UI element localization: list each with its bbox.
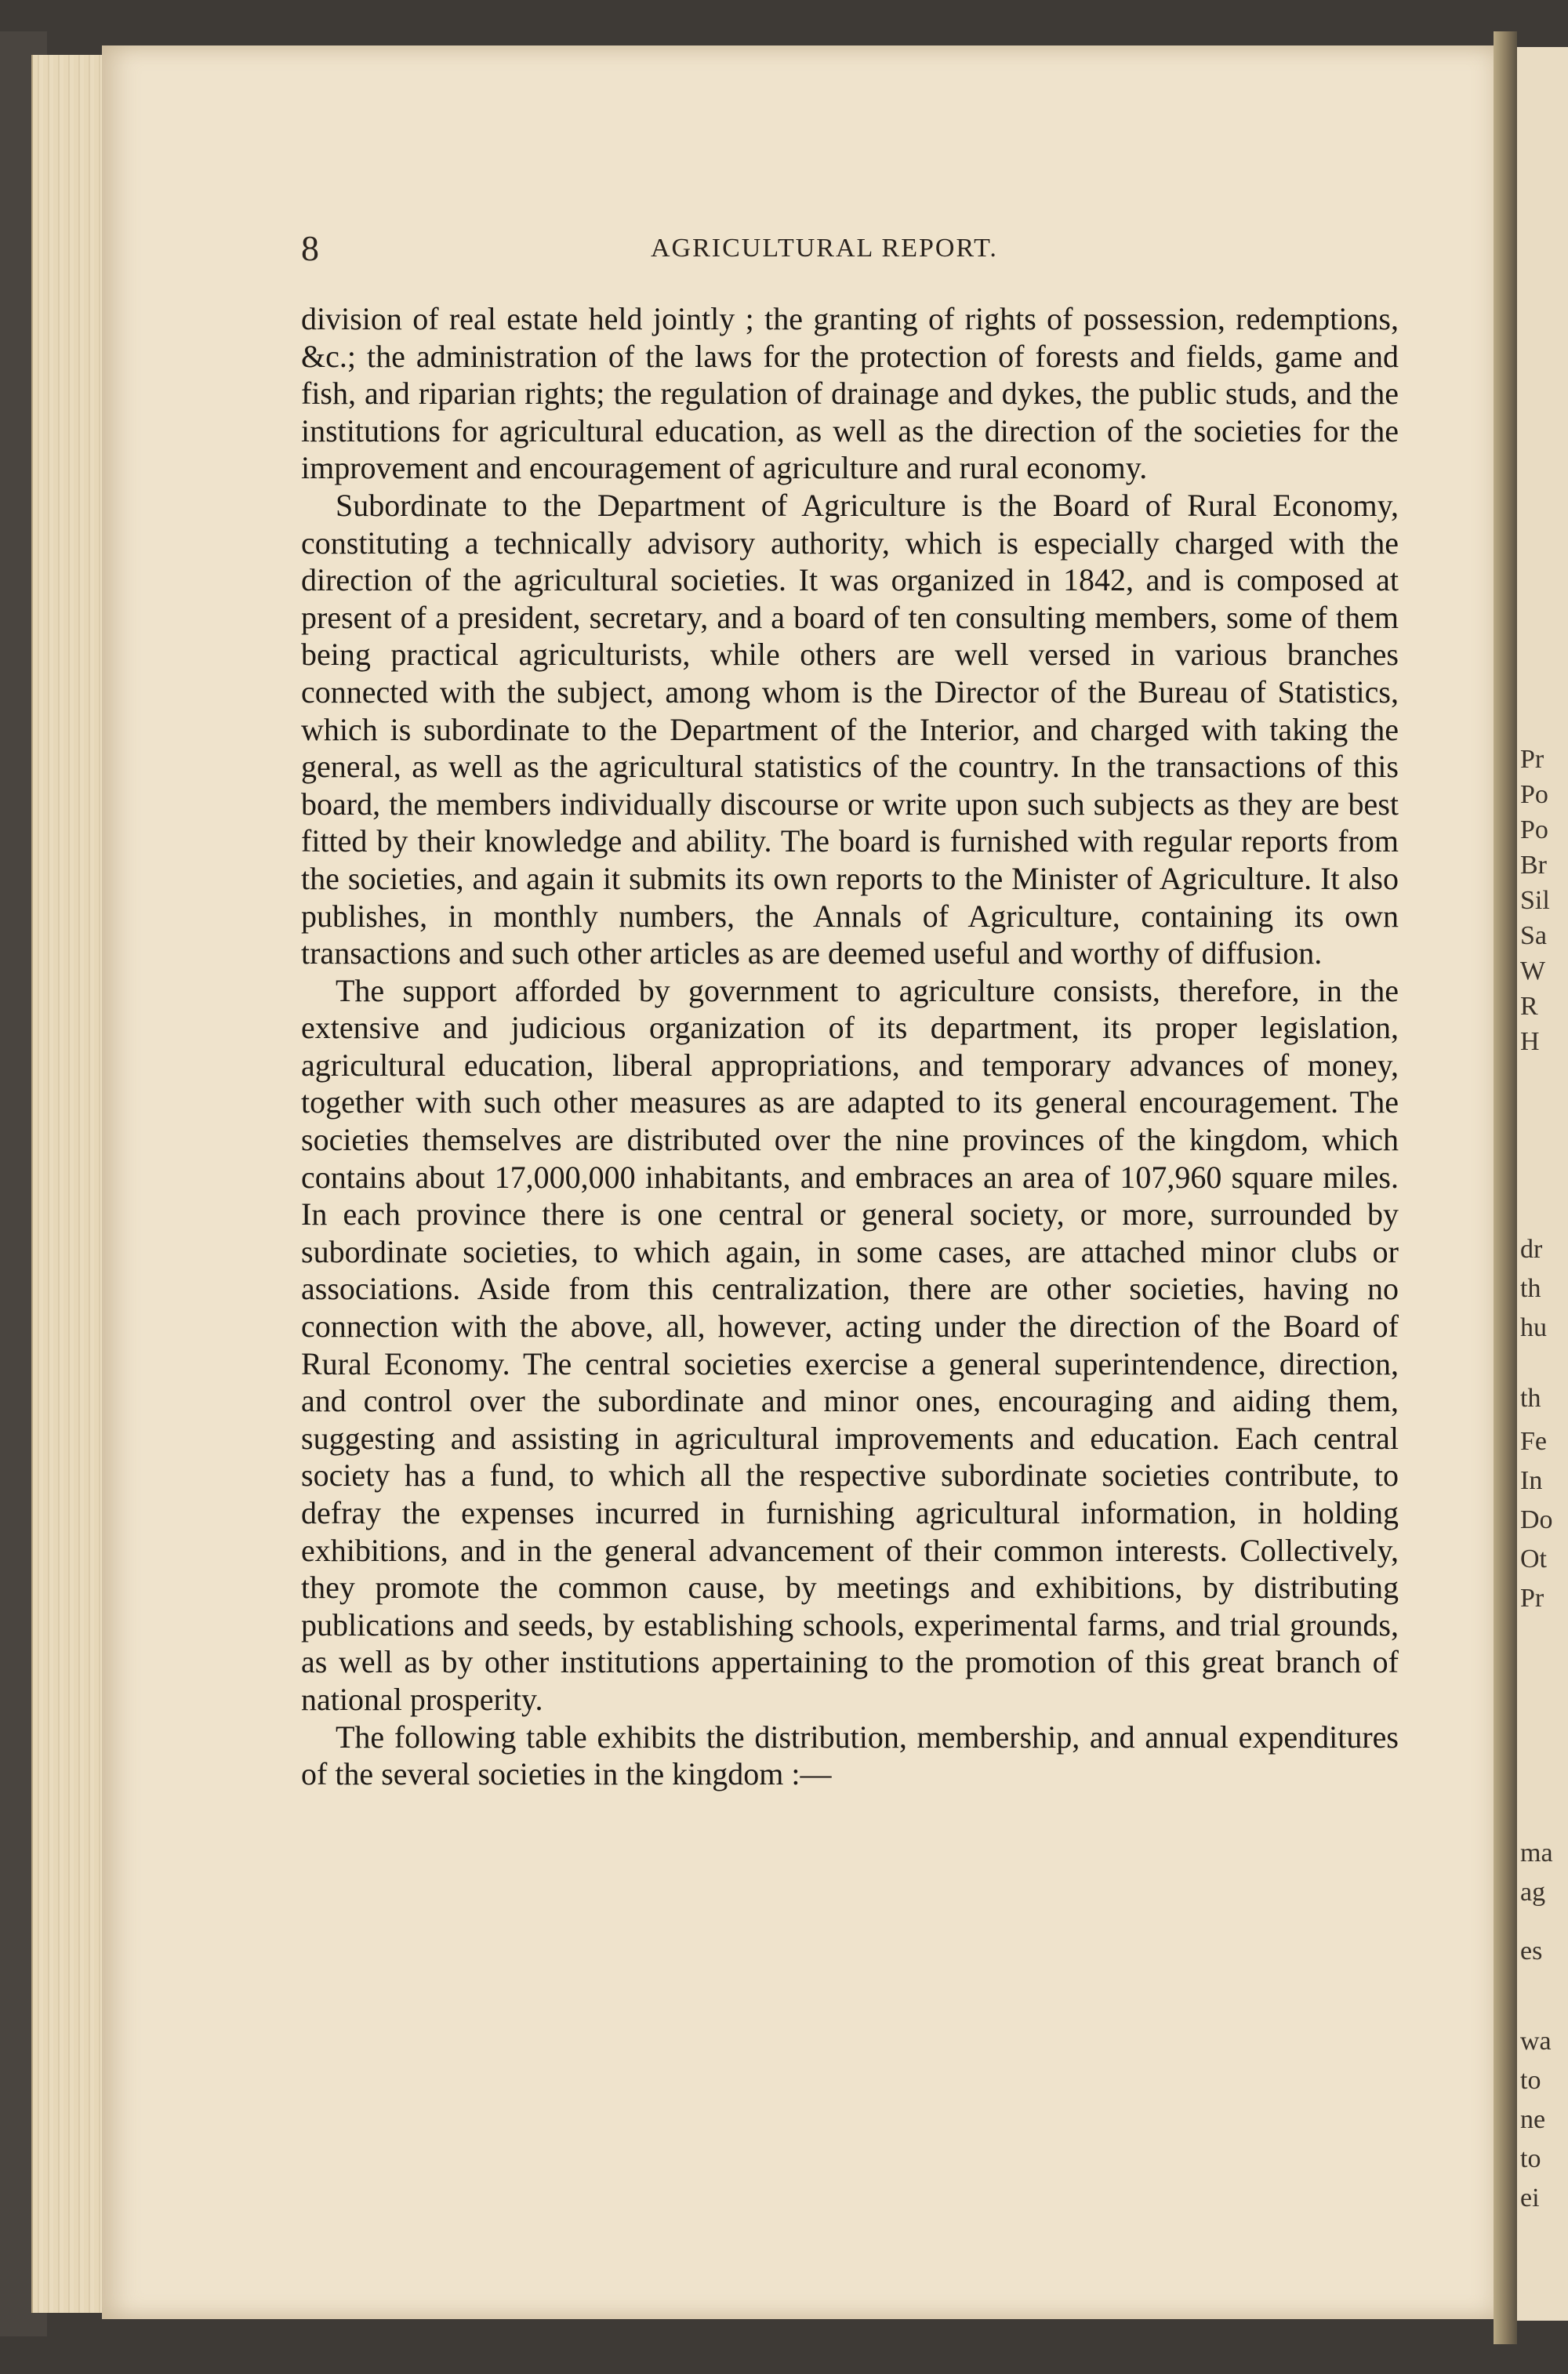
page-number: 8 bbox=[301, 228, 319, 268]
paragraph-1: division of real estate held jointly ; the granting of rights of possession, redemptions, &c.; the administration of the laws for the protection of forests and fields, game and fish, and riparian rights; the regulation of drainage and dykes, the public studs, and the institutions for agricultural education, as well as the direction of the societies for the improvement and encouragement of agriculture and rural economy. bbox=[301, 301, 1399, 486]
next-page-fragment: ei bbox=[1520, 2183, 1540, 2212]
book-gutter bbox=[1494, 31, 1517, 2344]
page-edges bbox=[31, 55, 107, 2313]
next-page-fragment: R bbox=[1520, 992, 1538, 1021]
next-page-fragment: ne bbox=[1520, 2105, 1546, 2134]
paragraph-3: The support afforded by government to agriculture consists, therefore, in the extensive and judicious organization of its department, its proper legislation, agricultural education, liberal appropriations, and temporary advances of money, together with such other measures as are adapted to its general encouragement. The societies themselves are distributed over the nine provinces of the kingdom, which contains about 17,000,000 inhabitants, and embraces an area of 107,960 square miles. In each province there is one central or general society, or more, surrounded by subordinate societies, to which again, in some cases, are attached minor clubs or associations. Aside from this centralization, there are other societies, having no connection with the above, all, however, acting under the direction of the Board of Rural Economy. The central societies exercise a general superintendence, direction, and control over the subordinate and minor ones, encouraging and aiding them, suggesting and assisting in agricultural improvements and education. Each central society has a fund, to which all the respective subordinate societies contribute, to defray the expenses incurred in furnishing agricultural information, in holding exhibitions, and in the general advancement of their common interests. Collectively, they promote the common cause, by meetings and exhibitions, by distributing publications and seeds, by establishing schools, experimental farms, and trial grounds, as well as by other institutions appertaining to the promotion of this great branch of national prosperity. bbox=[301, 972, 1399, 1717]
paragraph-2: Subordinate to the Department of Agriculture is the Board of Rural Economy, constituting a technically advisory authority, which is especially charged with the direction of the agricultural societies. It was organized in 1842, and is composed at present of a president, secretary, and a board of ten consulting members, some of them being practical agriculturists, while others are well versed in various branches connected with the subject, among whom is the Director of the Bureau of Statistics, which is subordinate to the Department of the Interior, and charged with taking the general, as well as the agricultural statistics of the country. In the transactions of this board, the members individually discourse or write upon such subjects as they are best fitted by their knowledge and ability. The board is furnished with regular reports from the societies, and again it submits its own reports to the Minister of Agriculture. It also publishes, in monthly numbers, the Annals of Agriculture, containing its own transactions and such other articles as are deemed useful and worthy of diffusion. bbox=[301, 487, 1399, 971]
next-page-fragment: Br bbox=[1520, 851, 1547, 880]
next-page-fragment: to bbox=[1520, 2144, 1541, 2173]
body-text bbox=[301, 300, 1399, 1793]
paragraph-4: The following table exhibits the distribution, membership, and annual expenditures of the several societies in the kingdom :— bbox=[301, 1719, 1399, 1792]
next-page-fragment: Po bbox=[1520, 815, 1548, 844]
next-page-fragment: Ot bbox=[1520, 1545, 1547, 1574]
next-page-fragment: In bbox=[1520, 1466, 1543, 1495]
next-page-fragment: H bbox=[1520, 1027, 1540, 1056]
next-page-fragment: dr bbox=[1520, 1235, 1543, 1264]
next-page-fragment: Do bbox=[1520, 1505, 1553, 1534]
running-head: AGRICULTURAL REPORT. bbox=[651, 234, 998, 263]
next-page-fragment: wa bbox=[1520, 2027, 1552, 2056]
next-page-fragment: Sa bbox=[1520, 921, 1547, 950]
next-page-fragment: es bbox=[1520, 1937, 1543, 1966]
next-page-fragment: ag bbox=[1520, 1878, 1546, 1907]
next-page-fragment: th bbox=[1520, 1384, 1541, 1413]
next-page-fragment: W bbox=[1520, 956, 1546, 986]
next-page-fragment: to bbox=[1520, 2066, 1541, 2095]
next-page-fragment: Pr bbox=[1520, 745, 1544, 774]
next-page-fragment: ma bbox=[1520, 1839, 1553, 1868]
next-page-fragment: Fe bbox=[1520, 1427, 1547, 1456]
next-page-edge bbox=[1517, 47, 1568, 2321]
next-page-fragment: hu bbox=[1520, 1313, 1547, 1342]
next-page-fragment: Sil bbox=[1520, 886, 1550, 915]
next-page-fragment: th bbox=[1520, 1274, 1541, 1303]
next-page-fragment: Po bbox=[1520, 780, 1548, 809]
page-header bbox=[301, 227, 1399, 274]
next-page-fragment: Pr bbox=[1520, 1584, 1544, 1613]
